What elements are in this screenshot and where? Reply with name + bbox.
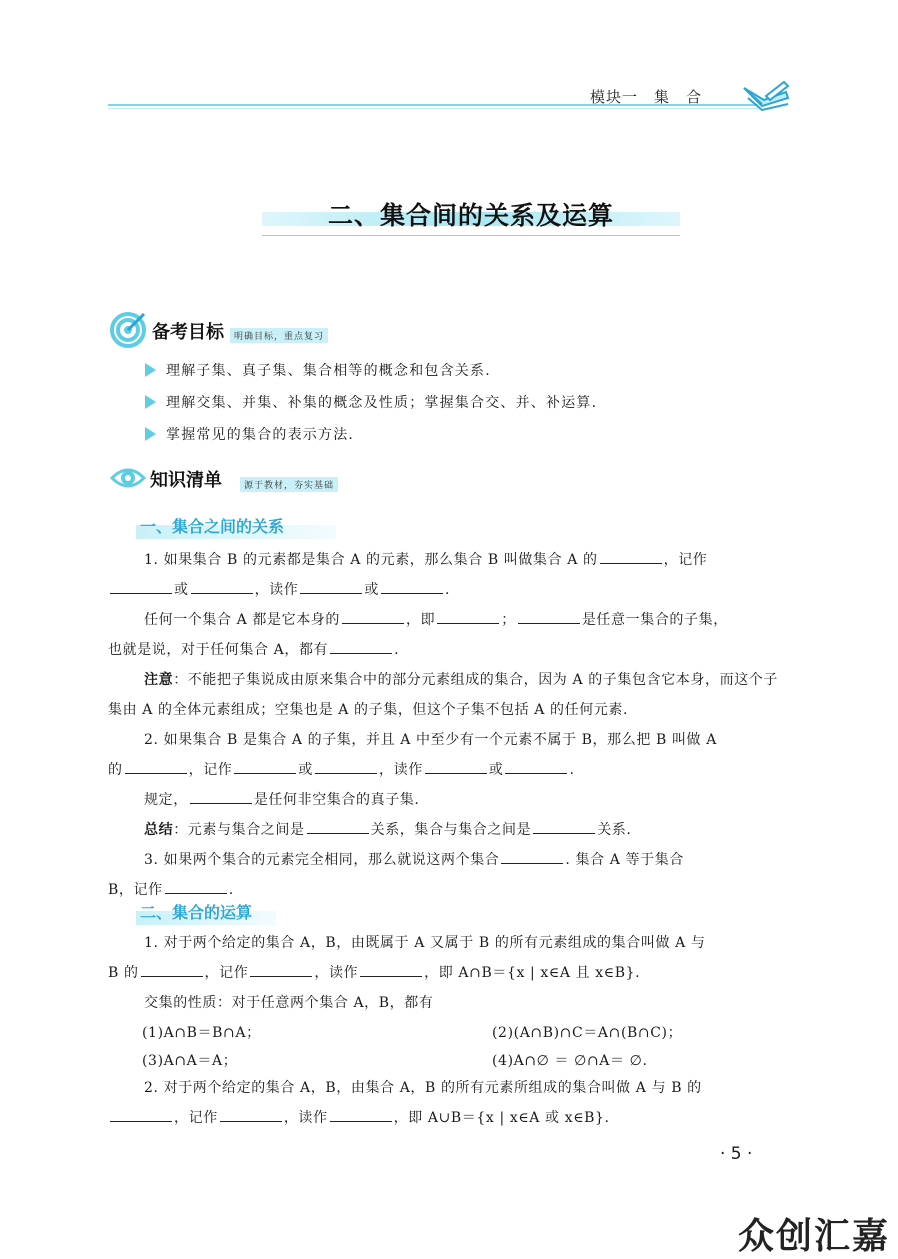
eye-icon [110, 460, 146, 496]
part1-summary: 总结：元素与集合之间是 关系，集合与集合之间是 关系. [108, 815, 790, 845]
page-number: · 5 · [720, 1144, 753, 1164]
part2-paragraph-2: 2. 对于两个给定的集合 A，B，由集合 A，B 的所有元素所组成的集合叫做 A 与 B 的 [144, 1080, 702, 1096]
part2-paragraph-2-cont: ，记作 ，读作 ，即 A∪B＝{x | x∈A 或 x∈B}. [108, 1103, 790, 1133]
fill-blank[interactable] [600, 549, 662, 564]
watermark: 众创汇嘉 [738, 1216, 891, 1257]
fill-blank[interactable] [533, 819, 595, 834]
fill-blank[interactable] [110, 579, 172, 594]
fill-blank[interactable] [220, 1107, 282, 1122]
fill-blank[interactable] [190, 789, 252, 804]
fill-blank[interactable] [381, 579, 443, 594]
fill-blank[interactable] [300, 579, 362, 594]
header-rule-thin [108, 108, 758, 109]
part1-paragraph-1-cont: 或 ，读作 或 . [108, 575, 790, 605]
part1-paragraph-2-cont: 也就是说，对于任何集合 A，都有 . [108, 635, 790, 665]
arrow-icon [145, 363, 156, 377]
property-2: (2)(A∩B)∩C＝A∩(B∩C)； [492, 1025, 683, 1041]
part1-paragraph-4: 3. 如果两个集合的元素完全相同，那么就说这两个集合 . 集合 A 等于集合 [108, 845, 790, 875]
fill-blank[interactable] [342, 609, 404, 624]
part2-paragraph-1: 1. 对于两个给定的集合 A，B，由既属于 A 又属于 B 的所有元素组成的集合叫做 A 与 [144, 935, 706, 951]
part2-paragraph-1-cont: B 的 ，记作 ，读作 ，即 A∩B＝{x | x∈A 且 x∈B}. [108, 958, 790, 988]
fill-blank[interactable] [307, 819, 369, 834]
arrow-icon [145, 395, 156, 409]
fill-blank[interactable] [360, 962, 422, 977]
fill-blank[interactable] [250, 962, 312, 977]
intersection-properties-intro: 交集的性质：对于任意两个集合 A，B，都有 [144, 995, 434, 1011]
part1-note: 注意：不能把子集说成由原来集合中的部分元素组成的集合，因为 A 的子集包含它本身，而这个子集由 A 的全体元素组成；空集也是 A 的子集，但这个子集不包括 A 的任何元素. [108, 672, 779, 718]
header-module: 模块一 集 合 [590, 88, 703, 106]
knowledge-tag: 源于教材，夯实基础 [240, 477, 338, 492]
book-pen-icon [740, 78, 792, 114]
fill-blank[interactable] [165, 879, 227, 894]
goal-item: 理解交集、并集、补集的概念及性质；掌握集合交、并、补运算. [145, 392, 597, 412]
goal-item: 掌握常见的集合的表示方法. [145, 424, 354, 444]
goals-heading: 备考目标 [152, 322, 224, 343]
part2-heading: 二、集合的运算 [140, 903, 253, 922]
fill-blank[interactable] [141, 962, 203, 977]
part1-paragraph-2: 任何一个集合 A 都是它本身的 ，即 ； 是任意一集合的子集， [108, 605, 790, 635]
fill-blank[interactable] [437, 609, 499, 624]
part1-paragraph-4-cont: B，记作 . [108, 875, 790, 905]
part1-paragraph-3-cont: 的 ，记作 或 ，读作 或 . [108, 755, 790, 785]
fill-blank[interactable] [125, 759, 187, 774]
goal-item: 理解子集、真子集、集合相等的概念和包含关系. [145, 360, 491, 380]
page-title: 二、集合间的关系及运算 [327, 201, 614, 230]
fill-blank[interactable] [330, 1107, 392, 1122]
part1-paragraph-3: 2. 如果集合 B 是集合 A 的子集，并且 A 中至少有一个元素不属于 B，那么把 B 叫做 A [144, 732, 717, 748]
knowledge-heading: 知识清单 [150, 470, 222, 491]
fill-blank[interactable] [330, 639, 392, 654]
fill-blank[interactable] [110, 1107, 172, 1122]
fill-blank[interactable] [501, 849, 563, 864]
fill-blank[interactable] [425, 759, 487, 774]
title-underline [262, 235, 680, 236]
fill-blank[interactable] [191, 579, 253, 594]
property-1: (1)A∩B＝B∩A； [142, 1025, 261, 1041]
fill-blank[interactable] [505, 759, 567, 774]
fill-blank[interactable] [518, 609, 580, 624]
part1-heading: 一、集合之间的关系 [140, 517, 285, 536]
property-3: (3)A∩A＝A； [142, 1053, 238, 1069]
property-4: (4)A∩∅ ＝ ∅∩A＝ ∅. [492, 1053, 648, 1069]
fill-blank[interactable] [234, 759, 296, 774]
part1-paragraph-1: 1. 如果集合 B 的元素都是集合 A 的元素，那么集合 B 叫做集合 A 的 ，记作 [108, 545, 790, 575]
fill-blank[interactable] [315, 759, 377, 774]
goals-tag: 明确目标，重点复习 [230, 328, 328, 343]
target-icon [110, 312, 146, 348]
arrow-icon [145, 427, 156, 441]
part1-rule: 规定， 是任何非空集合的真子集. [108, 785, 790, 815]
